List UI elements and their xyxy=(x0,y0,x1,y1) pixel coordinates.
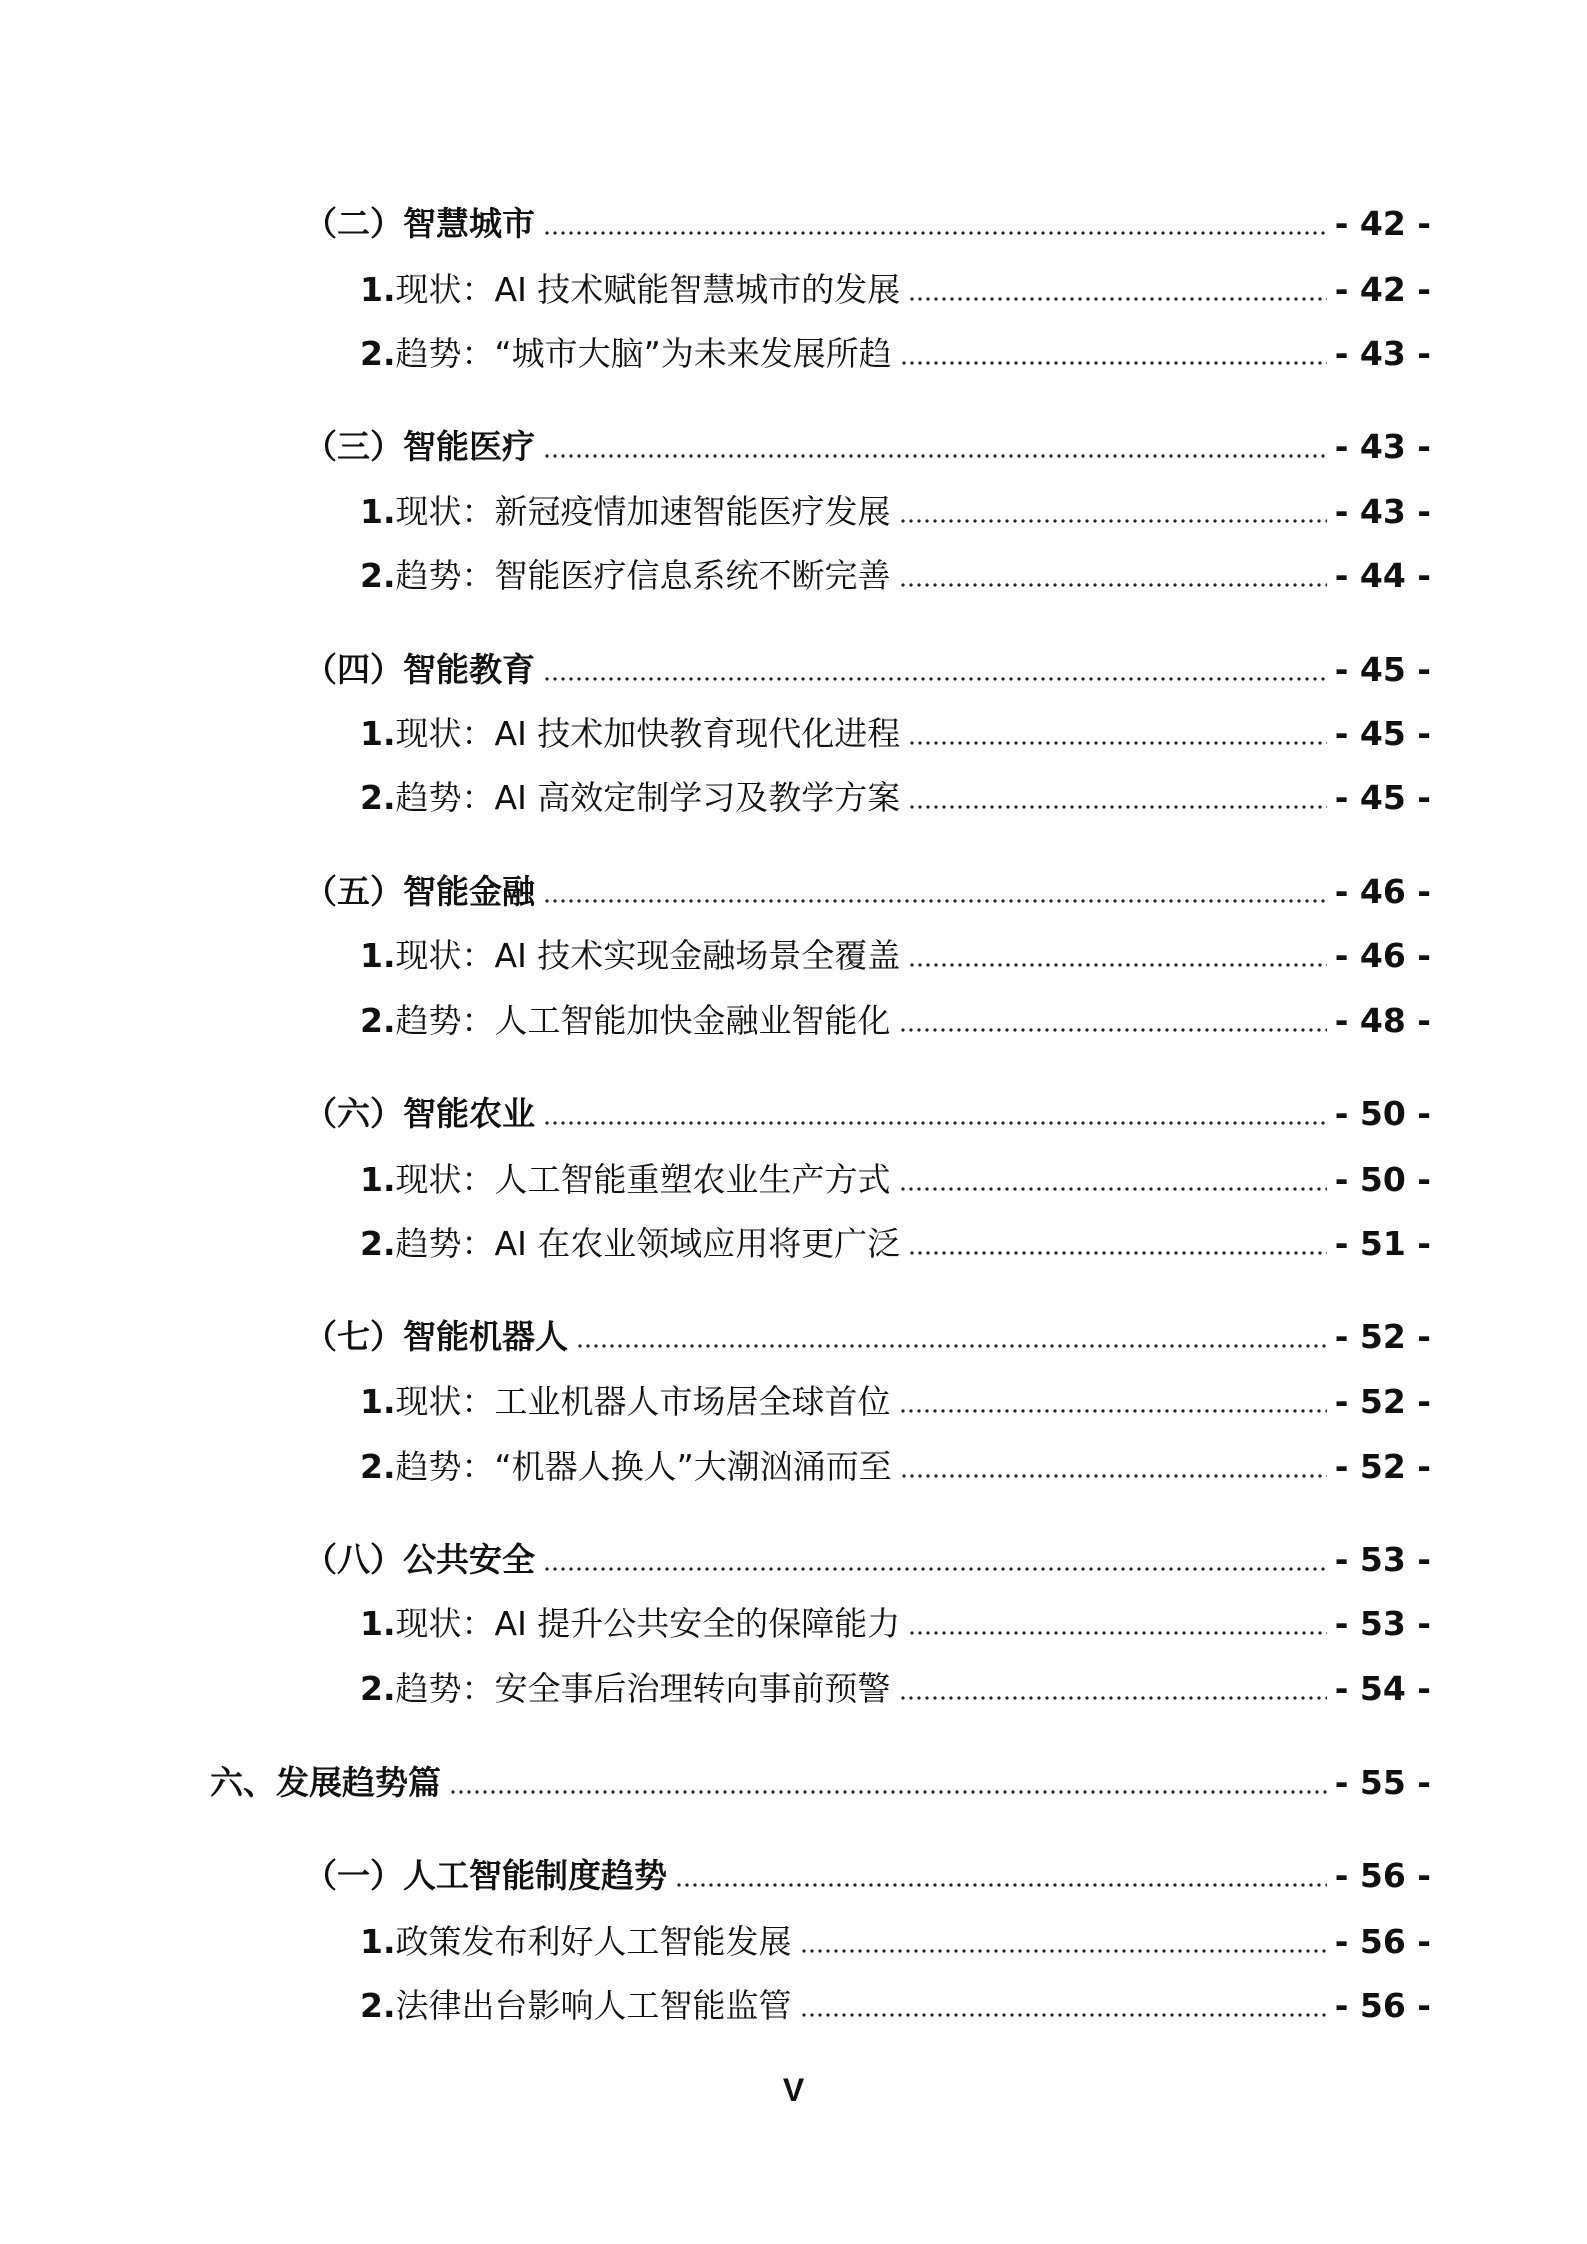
toc-entry-page: - 43 - xyxy=(1334,427,1431,466)
toc-entry-text: 趋势：“机器人换人”大潮汹涌而至 xyxy=(395,1447,892,1486)
dot-leader xyxy=(543,1567,1327,1571)
toc-entry-number: 2. xyxy=(360,1669,396,1708)
toc-entry-text: 趋势：“城市大脑”为未来发展所趋 xyxy=(395,334,892,373)
toc-entry-page: - 50 - xyxy=(1334,1160,1431,1199)
dot-leader xyxy=(899,583,1327,587)
toc-entry-page: - 56 - xyxy=(1334,1922,1431,1961)
toc-entry-text: 法律出台影响人工智能监管 xyxy=(395,1986,792,2025)
toc-entry-page: - 43 - xyxy=(1334,334,1431,373)
toc-entry-text: （五）智能金融 xyxy=(304,872,535,911)
toc-entry-page: - 44 - xyxy=(1334,556,1431,595)
dot-leader xyxy=(899,1696,1327,1700)
toc-entry[interactable] xyxy=(304,1536,1431,1584)
toc-entry-text: 趋势：AI 高效定制学习及教学方案 xyxy=(395,778,901,817)
toc-entry[interactable] xyxy=(304,1313,1431,1361)
toc-entry[interactable] xyxy=(360,488,1431,536)
dot-leader xyxy=(576,1344,1327,1348)
dot-leader xyxy=(908,297,1326,301)
toc-entry-number: 2. xyxy=(360,1447,396,1486)
dot-leader xyxy=(543,454,1327,458)
toc-entry-page: - 46 - xyxy=(1334,872,1431,911)
toc-entry[interactable] xyxy=(360,266,1431,314)
toc-entry[interactable] xyxy=(360,1982,1431,2030)
toc-entry-title xyxy=(304,1313,568,1361)
toc-entry-page: - 56 - xyxy=(1334,1986,1431,2025)
toc-entry-text: 六、发展趋势篇 xyxy=(210,1763,441,1802)
toc-entry-number: 1. xyxy=(360,1604,396,1643)
toc-entry-text: 现状：新冠疫情加速智能医疗发展 xyxy=(395,492,891,531)
toc-entry-text: 现状：AI 技术实现金融场景全覆盖 xyxy=(395,936,901,975)
dot-leader xyxy=(800,2013,1327,2017)
toc-entry[interactable] xyxy=(360,1220,1431,1268)
toc-entry-title xyxy=(360,330,892,378)
toc-entry-number: 1. xyxy=(360,714,396,753)
dot-leader xyxy=(908,963,1326,967)
toc-entry-title xyxy=(304,1852,667,1900)
toc-entry-number: 2. xyxy=(360,1986,396,2025)
toc-entry[interactable] xyxy=(304,1090,1431,1138)
toc-entry-page: - 52 - xyxy=(1334,1382,1431,1421)
dot-leader xyxy=(800,1949,1327,1953)
toc-entry-text: （六）智能农业 xyxy=(304,1094,535,1133)
dot-leader xyxy=(899,1028,1327,1032)
toc-entry-title xyxy=(360,1443,892,1491)
toc-entry-title xyxy=(360,1982,792,2030)
toc-entry-page: - 50 - xyxy=(1334,1094,1431,1133)
dot-leader xyxy=(900,361,1327,365)
toc-entry-page: - 45 - xyxy=(1334,778,1431,817)
dot-leader xyxy=(675,1883,1327,1887)
toc-entry-text: 趋势：智能医疗信息系统不断完善 xyxy=(395,556,891,595)
toc-entry[interactable] xyxy=(360,1600,1431,1648)
toc-entry[interactable] xyxy=(360,710,1431,758)
toc-entry-page: - 52 - xyxy=(1334,1317,1431,1356)
dot-leader xyxy=(899,1187,1327,1191)
toc-entry-number: 2. xyxy=(360,1001,396,1040)
toc-entry-title xyxy=(360,1665,891,1713)
toc-entry-title xyxy=(360,1156,891,1204)
toc-entry[interactable] xyxy=(360,1443,1431,1491)
dot-leader xyxy=(899,1409,1327,1413)
toc-entry-number: 1. xyxy=(360,492,396,531)
toc-entry-title xyxy=(360,552,891,600)
toc-entry[interactable] xyxy=(304,423,1431,471)
toc-entry-page: - 53 - xyxy=(1334,1540,1431,1579)
toc-entry-page: - 42 - xyxy=(1334,270,1431,309)
dot-leader xyxy=(543,231,1327,235)
toc-entry-number: 1. xyxy=(360,1160,396,1199)
toc-entry[interactable] xyxy=(210,1759,1431,1807)
toc-entry-page: - 56 - xyxy=(1334,1856,1431,1895)
toc-entry-text: （二）智慧城市 xyxy=(304,204,535,243)
toc-entry[interactable] xyxy=(360,1156,1431,1204)
toc-entry-title xyxy=(360,1378,891,1426)
page-number: V xyxy=(782,2072,805,2108)
toc-entry-number: 2. xyxy=(360,556,396,595)
dot-leader xyxy=(900,1474,1327,1478)
toc-entry-title xyxy=(304,1536,535,1584)
toc-entry-title xyxy=(360,488,891,536)
dot-leader xyxy=(908,805,1326,809)
toc-entry[interactable] xyxy=(304,1852,1431,1900)
dot-leader xyxy=(543,1121,1327,1125)
toc-entry-title xyxy=(304,1090,535,1138)
toc-entry-title xyxy=(360,997,891,1045)
toc-entry-page: - 45 - xyxy=(1334,650,1431,689)
toc-entry-text: 现状：AI 技术赋能智慧城市的发展 xyxy=(395,270,901,309)
toc-entry[interactable] xyxy=(360,1665,1431,1713)
toc-entry-text: 趋势：AI 在农业领域应用将更广泛 xyxy=(395,1224,901,1263)
toc-entry-title xyxy=(360,774,900,822)
toc-entry-page: - 48 - xyxy=(1334,1001,1431,1040)
toc-entry-title xyxy=(304,423,535,471)
toc-entry-page: - 51 - xyxy=(1334,1224,1431,1263)
toc-entry-page: - 42 - xyxy=(1334,204,1431,243)
dot-leader xyxy=(543,677,1327,681)
toc-entry-title xyxy=(304,868,535,916)
dot-leader xyxy=(908,1631,1326,1635)
toc-entry-title xyxy=(360,932,900,980)
toc-entry[interactable] xyxy=(360,552,1431,600)
toc-entry-number: 2. xyxy=(360,1224,396,1263)
dot-leader xyxy=(449,1790,1327,1794)
toc-entry[interactable] xyxy=(360,932,1431,980)
toc-entry[interactable] xyxy=(360,997,1431,1045)
toc-entry-title xyxy=(360,1600,900,1648)
toc-entry-number: 1. xyxy=(360,936,396,975)
toc-entry-text: （八）公共安全 xyxy=(304,1540,535,1579)
toc-entry-title xyxy=(360,710,900,758)
toc-entry[interactable] xyxy=(304,868,1431,916)
toc-entry-number: 2. xyxy=(360,778,396,817)
toc-entry-text: 趋势：安全事后治理转向事前预警 xyxy=(395,1669,891,1708)
toc-entry-text: （七）智能机器人 xyxy=(304,1317,568,1356)
toc-entry-number: 1. xyxy=(360,1382,396,1421)
toc-entry[interactable] xyxy=(360,330,1431,378)
toc-entry[interactable] xyxy=(360,774,1431,822)
toc-entry-page: - 43 - xyxy=(1334,492,1431,531)
toc-entry-number: 1. xyxy=(360,1922,396,1961)
toc-entry-page: - 46 - xyxy=(1334,936,1431,975)
toc-entry-text: 政策发布利好人工智能发展 xyxy=(395,1922,792,1961)
dot-leader xyxy=(899,519,1327,523)
toc-entry-text: 现状：AI 提升公共安全的保障能力 xyxy=(395,1604,901,1643)
toc-entry-title xyxy=(360,1220,900,1268)
toc-entry-text: 现状：AI 技术加快教育现代化进程 xyxy=(395,714,901,753)
dot-leader xyxy=(908,741,1326,745)
toc-entry-title xyxy=(360,1918,792,1966)
toc-entry-page: - 53 - xyxy=(1334,1604,1431,1643)
toc-entry-text: 现状：工业机器人市场居全球首位 xyxy=(395,1382,891,1421)
toc-entry[interactable] xyxy=(304,200,1431,248)
toc-entry-page: - 52 - xyxy=(1334,1447,1431,1486)
toc-entry-title xyxy=(360,266,900,314)
toc-entry-page: - 55 - xyxy=(1334,1763,1431,1802)
toc-entry[interactable] xyxy=(360,1378,1431,1426)
toc-entry-text: 现状：人工智能重塑农业生产方式 xyxy=(395,1160,891,1199)
toc-entry-title xyxy=(304,646,535,694)
toc-entry-title xyxy=(304,200,535,248)
toc-entry-title xyxy=(210,1759,441,1807)
dot-leader xyxy=(543,899,1327,903)
toc-entry-text: （四）智能教育 xyxy=(304,650,535,689)
toc-entry[interactable] xyxy=(304,646,1431,694)
toc-entry-number: 2. xyxy=(360,334,396,373)
toc-entry-page: - 54 - xyxy=(1334,1669,1431,1708)
toc-entry-page: - 45 - xyxy=(1334,714,1431,753)
toc-entry-text: 趋势：人工智能加快金融业智能化 xyxy=(395,1001,891,1040)
toc-entry-number: 1. xyxy=(360,270,396,309)
toc-entry-text: （三）智能医疗 xyxy=(304,427,535,466)
toc-entry-text: （一）人工智能制度趋势 xyxy=(304,1856,667,1895)
toc-entry[interactable] xyxy=(360,1918,1431,1966)
dot-leader xyxy=(908,1251,1326,1255)
